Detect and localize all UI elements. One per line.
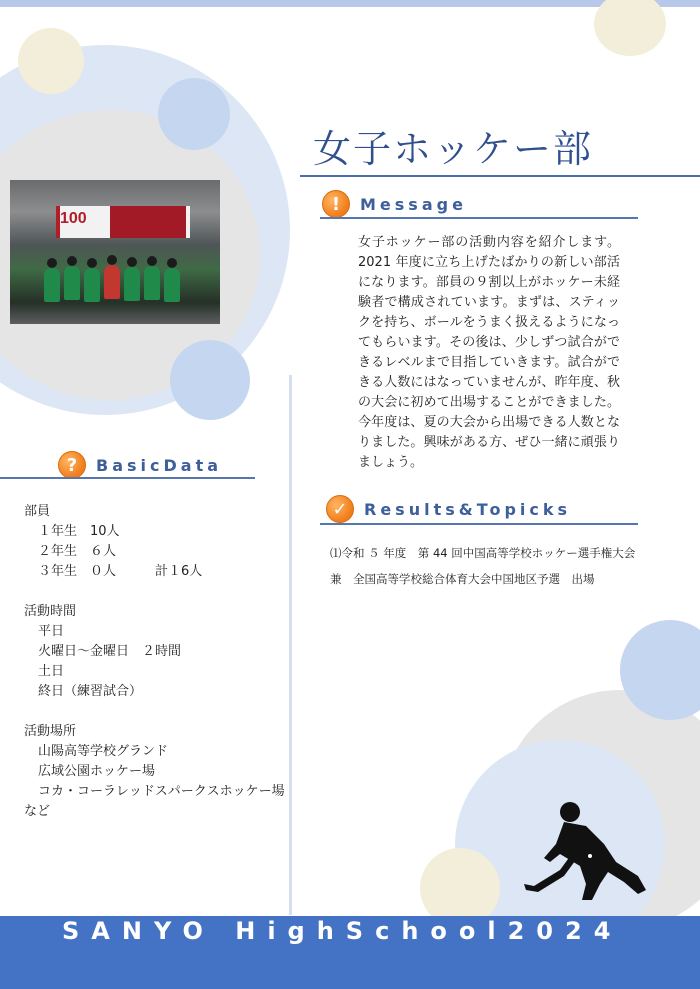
place-row: 山陽高等学校グランド bbox=[38, 744, 169, 759]
decor-circle-cream-top bbox=[594, 0, 666, 56]
time-row: 終日（練習試合） bbox=[38, 684, 143, 699]
message-heading-text: Message bbox=[360, 194, 467, 214]
question-icon: ? bbox=[58, 451, 86, 479]
members-row: １年生 10人 bbox=[38, 524, 120, 539]
hockey-player-icon bbox=[520, 800, 652, 912]
exclamation-icon: ! bbox=[322, 190, 350, 218]
top-accent-bar bbox=[0, 0, 700, 7]
members-label: 部員 bbox=[24, 504, 51, 519]
results-underline bbox=[320, 523, 638, 525]
members-row: ２年生 ６人 bbox=[38, 544, 117, 559]
photo-banner-red bbox=[110, 206, 186, 238]
decor-circle-blue-lower bbox=[170, 340, 250, 420]
message-heading bbox=[322, 190, 467, 218]
team-photo bbox=[10, 180, 220, 324]
title-underline bbox=[300, 175, 700, 177]
place-label: 活動場所 bbox=[24, 724, 77, 739]
time-row: 平日 bbox=[38, 624, 65, 639]
message-underline bbox=[320, 217, 638, 219]
results-heading bbox=[326, 495, 571, 523]
results-heading-text: Results&Topicks bbox=[364, 499, 572, 519]
basicdata-heading bbox=[58, 451, 222, 479]
message-body: 女子ホッケー部の活動内容を紹介します。2021 年度に立ち上げたばかりの新しい部活になります。部員の９割以上がホッケー未経験者で構成されています。まずは、スティックを持ち、ボールをうまく扱えるようになってもらいます。その後は、少しずつ試合ができるレベルまで目指していきます。試合ができる人数にはなっていませんが、昨年度、秋の大会に初めて出場することができました。今年度は、夏の大会から出場できる人数となりました。興味がある方、ぜひ一緒に頑張りましょう。 bbox=[358, 235, 620, 470]
members-row: ３年生 ０人 計１6人 bbox=[38, 564, 203, 579]
place-row: コカ・コーラレッドスパークスホッケー場 bbox=[38, 784, 285, 799]
basicdata-underline bbox=[0, 477, 255, 479]
time-row: 土日 bbox=[38, 664, 65, 679]
basicdata-heading-text: BasicData bbox=[96, 455, 223, 475]
time-label: 活動時間 bbox=[24, 604, 77, 619]
decor-circle-blue-small bbox=[158, 78, 230, 150]
page-title: 女子ホッケー部 bbox=[313, 127, 594, 171]
footer-text: SANYO HighSchool2024 bbox=[62, 917, 623, 945]
results-line-2: 兼 全国高等学校総合体育大会中国地区予選 出場 bbox=[330, 572, 595, 586]
place-row: 広域公園ホッケー場 bbox=[38, 764, 156, 779]
photo-banner-text: 100 bbox=[60, 210, 87, 227]
decor-circle-cream bbox=[18, 28, 84, 94]
checkmark-icon: ✓ bbox=[326, 495, 354, 523]
time-row: 火曜日～金曜日 ２時間 bbox=[38, 644, 182, 659]
results-line-1: ⑴令和 ５ 年度 第 44 回中国高等学校ホッケー選手権大会 bbox=[330, 546, 636, 560]
place-more: など bbox=[24, 804, 51, 819]
column-divider bbox=[289, 375, 292, 915]
photo-team-group bbox=[40, 250, 190, 310]
